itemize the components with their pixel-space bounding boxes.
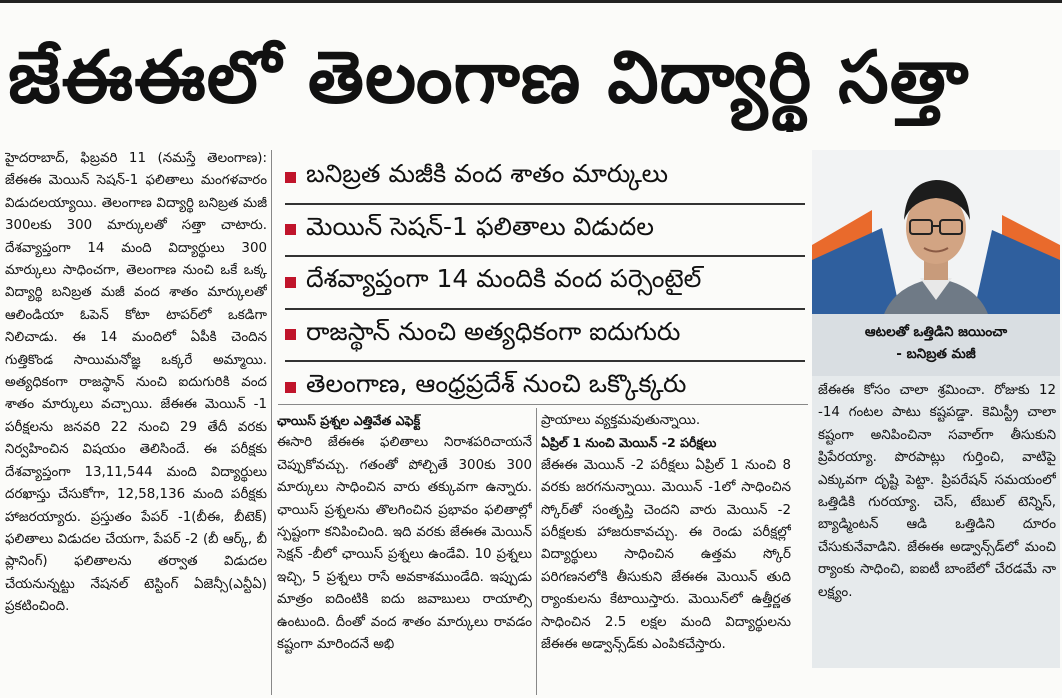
top-rule [0, 0, 1062, 3]
highlight-text: రాజస్థాన్ నుంచి అత్యధికంగా ఐదుగురు [306, 316, 681, 346]
photo-caption [812, 314, 1060, 376]
article-column-2 [277, 410, 532, 695]
highlight-text: తెలంగాణ, ఆంధ్రప్రదేశ్ నుంచి ఒక్కొక్కరు [306, 369, 687, 399]
caption-line-1: ఆటలతో ఒత్తిడిని జయించా [864, 324, 1008, 340]
column-divider [271, 150, 272, 695]
highlight-item [285, 310, 805, 363]
bullet-square-icon [285, 329, 296, 340]
article-column-3 [541, 410, 791, 695]
highlight-item [285, 362, 805, 413]
article-column-1 [5, 148, 267, 693]
bullet-square-icon [285, 382, 296, 393]
bullet-square-icon [285, 172, 296, 183]
subheading: ఛాయిస్ ప్రశ్నల ఎత్తివేత ఎఫెక్ట్ [277, 413, 421, 428]
highlight-text: దేశవ్యాప్తంగా 14 మందికి వంద పర్సెంటైల్ [306, 264, 702, 294]
student-portrait-icon [812, 150, 1060, 320]
column-divider [536, 408, 537, 695]
bullet-square-icon [285, 277, 296, 288]
sidebar-quote-column [818, 380, 1056, 670]
highlight-item [285, 205, 805, 258]
highlight-item [285, 257, 805, 310]
highlight-item [285, 152, 805, 205]
highlight-text: మెయిన్ సెషన్-1 ఫలితాలు విడుదల [306, 211, 654, 241]
headline: జేఈఈలో తెలంగాణ విద్యార్థి సత్తా [8, 35, 970, 119]
article-body-3: జేఈఈ మెయిన్ -2 పరీక్షలు ఏప్రిల్ 1 నుంచి 8 వరకు జరగనున్నాయి. మెయిన్ -1లో సాధించిన స్కోర్‌తో సంతృప్తి చెందని వారు మెయిన్ -2 పరీక్షలకు హాజరుకావచ్చు. ఈ రెండు పరీక్షల్లో విద్యార్థులు సాధించిన ఉత్తమ స్కోర్ పరిగణనలోకి తీసుకుని జేఈఈ మెయిన్ తుది ర్యాంకులను కేటాయిస్తారు. మెయిన్‌లో ఉత్తీర్ణత సాధించిన 2.5 లక్షల మంది విద్యార్థులను జేఈఈ అడ్వాన్స్‌డ్‌కు ఎంపికచేస్తారు. [541, 457, 791, 653]
article-body-3-lead: ప్రాయాలు వ్యక్తమవుతున్నాయి. [541, 413, 701, 428]
sidebar-body: జేఈఈ కోసం చాలా శ్రమించా. రోజుకు 12 -14 గంటల పాటు కష్టపడ్డా. కెమిస్ట్రీ చాలా కష్టంగా అనిపించినా సవాల్‌గా తీసుకుని ప్రిపేరయ్యా. పొరపాట్లు గుర్తించి, వాటిపై ఎక్కువగా దృష్టి పెట్టా. ప్రిపరేషన్ సమయంలో ఒత్తిడికి గురయ్యా. చెస్, టేబుల్ టెన్నిస్, బ్యాడ్మింటన్ ఆడి ఒత్తిడిని దూరం చేసుకునేవాడిని. జేఈఈ అడ్వాన్స్‌డ్‌లో మంచి ర్యాంకు సాధించి, ఐఐటీ బాంబేలో చేరడమే నా లక్ష్యం. [818, 383, 1056, 600]
highlights-list [285, 152, 805, 413]
bullet-square-icon [285, 224, 296, 235]
caption-line-2: - బనిబ్రత మజీ [896, 346, 976, 362]
article-body-2: ఈసారి జేఈఈ ఫలితాలు నిరాశపరిచాయనే చెప్పుకోవచ్చు. గతంతో పోల్చితే 300కు 300 మార్కులు సాధించిన వారు తక్కువగా ఉన్నారు. ఛాయిస్ ప్రశ్నలను తొలగించిన ప్రభావం ఫలితాల్లో స్పష్టంగా కనిపించింది. ఇది వరకు జేఈఈ మెయిన్ సెక్షన్ -బీలో ఛాయిస్ ప్రశ్నలు ఉండేవి. 10 ప్రశ్నలు ఇచ్చి, 5 ప్రశ్నలు రాసే అవకాశముండేది. ఇప్పుడు మాత్రం ఐదింటికి ఐదు జవాబులు రాయాల్సి ఉంటుంది. దీంతో వంద శాతం మార్కులు రావడం కష్టంగా మారిందనే అభి [277, 435, 532, 653]
subheading: ఏప్రిల్ 1 నుంచి మెయిన్ -2 పరీక్షలు [541, 435, 717, 451]
article-body-1: హైదరాబాద్, ఫిబ్రవరి 11 (నమస్తే తెలంగాణ): జేఈఈ మెయిన్ సెషన్-1 ఫలితాలు మంగళవారం విడుదలయ్యాయి. తెలంగాణ విద్యార్థి బనిబ్రత మజీ 300లకు 300 మార్కులతో సత్తా చాటారు. దేశవ్యాప్తంగా 14 మంది విద్యార్థులు 300 మార్కులు సాధించగా, తెలంగాణ నుంచి ఒకే ఒక్క విద్యార్థి బనిబ్రత మజీ వంద శాతం మార్కులతో ఆలిండియా ఓపెన్ కోటా టాపర్‌లో ఒకడిగా నిలిచాడు. ఈ 14 మందిలో ఏపీకి చెందిన గుత్తికొండ సాయిమనోజ్ఞ ఒక్కరే అమ్మాయి. అత్యధికంగా రాజస్థాన్ నుంచి ఐదుగురికి వంద శాతం మార్కులు వచ్చాయి. జేఈఈ మెయిన్ -1 పరీక్షలను జనవరి 22 నుంచి 29 తేదీ వరకు నిర్వహించిన విషయం తెలిసిందే. ఈ పరీక్షకు దేశవ్యాప్తంగా 13,11,544 మంది విద్యార్థులు దరఖాస్తు చేసుకోగా, 12,58,136 మంది పరీక్షకు హాజరయ్యారు. ప్రస్తుతం పేపర్ -1(బీఈ, బీటెక్) ఫలితాలు విడుదల చేయగా, పేపర్ -2 (బీ ఆర్క్, బీ ప్లానింగ్) ఫలితాలను తర్వాత విడుదల చేయనున్నట్టు నేషనల్ టెస్టింగ్ ఏజెన్సీ(ఎన్టీఏ) ప్రకటించింది. [5, 151, 267, 615]
highlight-text: బనిబ్రత మజీకి వంద శాతం మార్కులు [306, 159, 668, 189]
